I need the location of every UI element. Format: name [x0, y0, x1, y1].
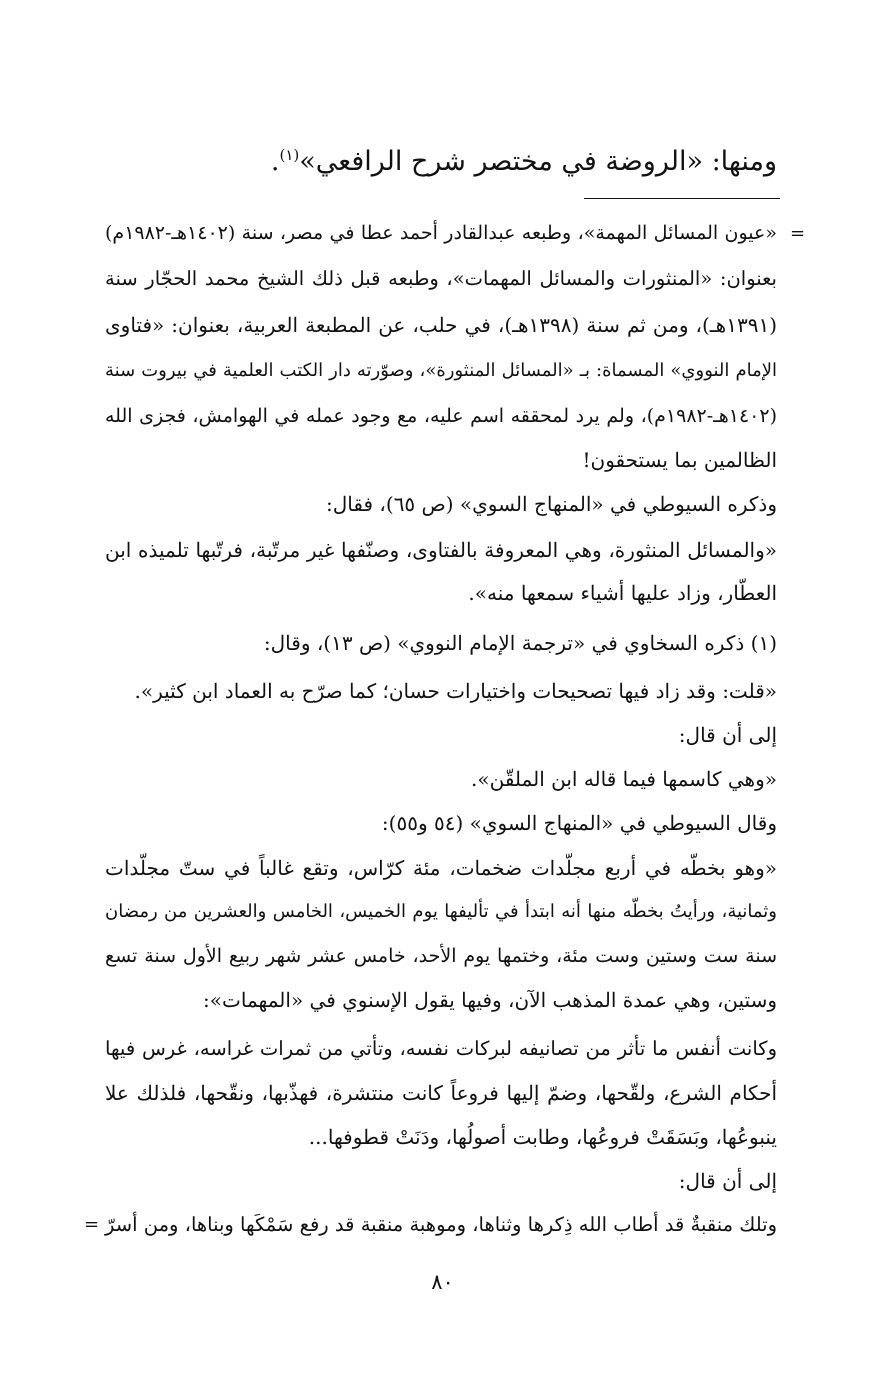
footnote-line: وثمانية، ورأيتُ بخطّه منها أنه ابتدأ في تأليفها يوم الخميس، الخامس والعشرين من رمضان	[105, 901, 777, 922]
footnote-line: «قلت: وقد زاد فيها تصحيحات واختيارات حسان؛ كما صرّح به العماد ابن كثير».	[134, 679, 777, 703]
footnote-reference-marker: (١)	[279, 146, 300, 164]
footnote-line: إلى أن قال:	[678, 1169, 777, 1193]
footnote-line: «عيون المسائل المهمة»، وطبعه عبدالقادر أحمد عطا في مصر، سنة (١٤٠٢هـ-١٩٨٢م)	[105, 222, 777, 244]
page-number: ٨٠	[431, 1270, 454, 1294]
footnote-line: وقال السيوطي في «المنهاج السوي» (٥٤ و٥٥):	[381, 811, 777, 835]
footnote-line: «والمسائل المنثورة، وهي المعروفة بالفتاوى، وصنّفها غير مرتّبة، فرتّبها تلميذه ابن	[105, 538, 777, 562]
main-text-line	[271, 138, 777, 179]
footnote-line: «وهي كاسمها فيما قاله ابن الملقّن».	[471, 767, 777, 791]
footnote-line: وتلك منقبةٌ قد أطاب الله ذِكرها وثناها، وموهبة منقبة قد رفع سَمْكَها وبناها، ومن أسرّ	[105, 1213, 777, 1236]
footnote-line: إلى أن قال:	[678, 723, 777, 747]
footnote-line: وكانت أنفس ما تأثر من تصانيفه لبركات نفسه، وتأتي من ثمرات غراسه، غرس فيها	[105, 1037, 777, 1060]
continuation-mark-end: =	[84, 1214, 100, 1235]
footnote-line: وستين، وهي عمدة المذهب الآن، وفيها يقول الإسنوي في «المهمات»:	[203, 988, 777, 1012]
footnote-line: الظالمين بما يستحقون!	[582, 448, 777, 472]
footnote-line: سنة ست وستين وست مئة، وختمها يوم الأحد، خامس عشر شهر ربيع الأول سنة تسع	[105, 945, 777, 967]
main-text-end: .	[270, 146, 280, 177]
footnote-line: الإمام النووي» المسماة: بـ «المسائل المنثورة»، وصوّرته دار الكتب العلمية في بيروت سنة	[105, 360, 777, 381]
footnote-line: بعنوان: «المنثورات والمسائل المهمات»، وطبعه قبل ذلك الشيخ محمد الحجّار سنة	[105, 267, 777, 290]
continuation-mark-start: =	[790, 223, 806, 244]
footnote-line: (١٣٩١هـ)، ومن ثم سنة (١٣٩٨هـ)، في حلب، عن المطبعة العربية، بعنوان: «فتاوى	[105, 313, 777, 337]
footnote-separator-rule	[584, 198, 780, 199]
footnote-line: «وهو بخطّه في أربع مجلّدات ضخمات، مئة كرّاس، وتقع غالباً في ستّ مجلّدات	[105, 856, 777, 880]
footnote-line: أحكام الشرع، ولقّحها، وضمّ إليها فروعاً كانت منتشرة، فهذّبها، ونقّحها، فلذلك علا	[105, 1081, 777, 1105]
footnote-line: (١٤٠٢هـ-١٩٨٢م)، ولم يرد لمحققه اسم عليه، مع وجود عمله في الهوامش، فجزى الله	[105, 405, 777, 427]
footnote-line: (١) ذكره السخاوي في «ترجمة الإمام النووي» (ص ١٣)، وقال:	[263, 631, 777, 655]
footnote-line: وذكره السيوطي في «المنهاج السوي» (ص ٦٥)، فقال:	[326, 492, 777, 516]
footnote-line: العطّار، وزاد عليها أشياء سمعها منه».	[468, 581, 777, 605]
main-text: ومنها: «الروضة في مختصر شرح الرافعي»	[299, 146, 777, 177]
footnote-line: ينبوعُها، وبَسَقَتْ فروعُها، وطابت أصولُها، ودَنَتْ قطوفها...	[308, 1125, 777, 1149]
